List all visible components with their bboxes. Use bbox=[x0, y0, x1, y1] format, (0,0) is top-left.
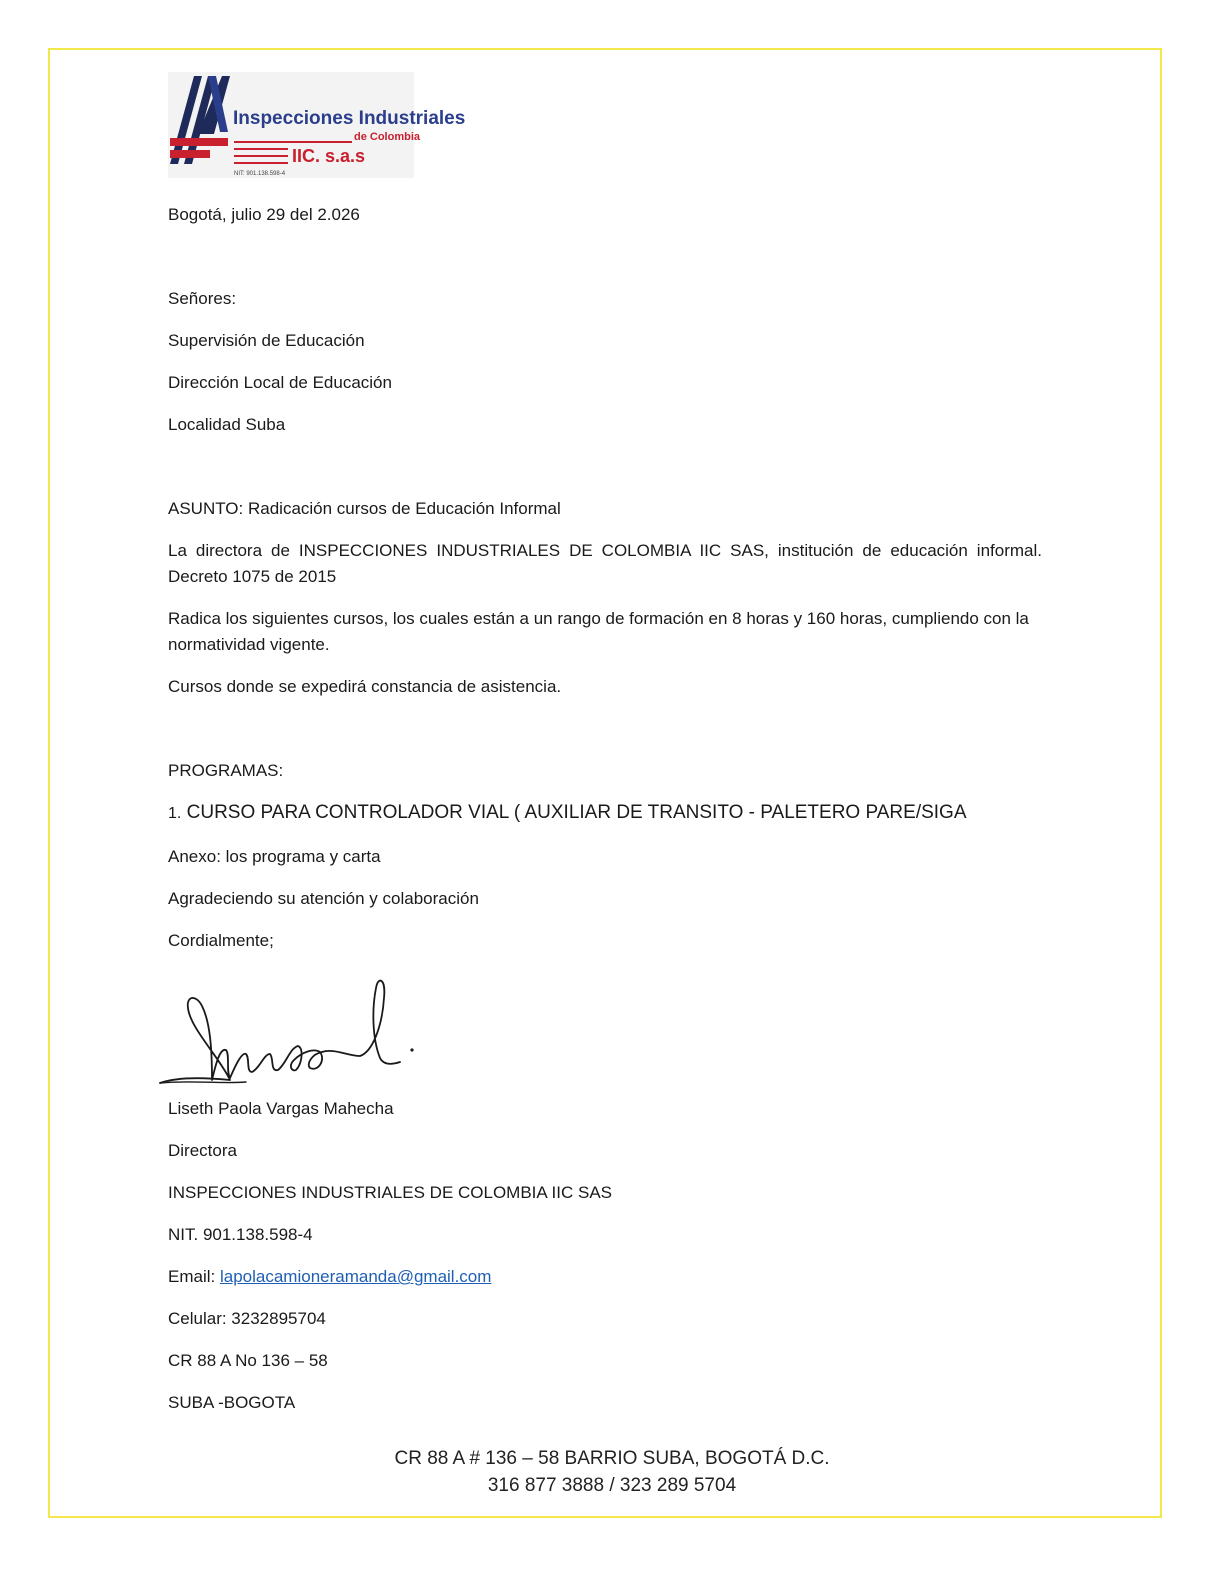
handwritten-signature bbox=[150, 968, 430, 1098]
signer-nit: NIT. 901.138.598-4 bbox=[168, 1225, 313, 1244]
program-number: 1. bbox=[168, 805, 182, 822]
email-link[interactable]: lapolacamioneramanda@gmail.com bbox=[219, 1267, 492, 1286]
letter-paragraph: La directora de INSPECCIONES INDUSTRIALES DE COLOMBIA IIC SAS, institución de educación informal. Decreto 1075 de 2015 bbox=[168, 541, 1042, 586]
recipient-line: Localidad Suba bbox=[168, 415, 286, 434]
signer-company: INSPECCIONES INDUSTRIALES DE COLOMBIA IIC SAS bbox=[168, 1183, 612, 1202]
logo-name-line2: de Colombia bbox=[354, 131, 421, 143]
page-border bbox=[48, 48, 1162, 1518]
footer-address: CR 88 A # 136 – 58 BARRIO SUBA, BOGOTÁ D.C. bbox=[394, 1448, 830, 1469]
closing-line: Cordialmente; bbox=[168, 931, 274, 950]
signer-role: Directora bbox=[168, 1141, 237, 1160]
signer-email-line bbox=[168, 1266, 491, 1288]
signer-address: CR 88 A No 136 – 58 bbox=[168, 1351, 328, 1370]
letter-subject: ASUNTO: Radicación cursos de Educación Informal bbox=[168, 499, 561, 518]
company-logo bbox=[168, 72, 466, 178]
logo-nit: NIT: 901.138.598-4 bbox=[234, 171, 286, 177]
letter-paragraph: Radica los siguientes cursos, los cuales están a un rango de formación en 8 horas y 160 horas, cumpliendo con la normatividad vigente. bbox=[168, 609, 1029, 654]
program-title: CURSO PARA CONTROLADOR VIAL ( AUXILIAR DE TRANSITO - PALETERO PARE/SIGA bbox=[186, 802, 967, 823]
letter-date: Bogotá, julio 29 del 2.026 bbox=[168, 205, 360, 224]
thanks-line: Agradeciendo su atención y colaboración bbox=[168, 889, 479, 908]
logo-name-line1: Inspecciones Industriales bbox=[233, 108, 466, 129]
program-item bbox=[168, 801, 967, 826]
signer-phone: Celular: 3232895704 bbox=[168, 1309, 326, 1328]
recipient-line: Supervisión de Educación bbox=[168, 331, 365, 350]
signer-city: SUBA -BOGOTA bbox=[168, 1393, 296, 1412]
logo-name-line3: IIC. s.a.s bbox=[292, 146, 366, 166]
email-label: Email: bbox=[168, 1267, 220, 1286]
programs-heading: PROGRAMAS: bbox=[168, 761, 284, 780]
letter-paragraph: Cursos donde se expedirá constancia de asistencia. bbox=[168, 677, 562, 696]
signer-name: Liseth Paola Vargas Mahecha bbox=[168, 1099, 394, 1118]
footer-phones: 316 877 3888 / 323 289 5704 bbox=[487, 1475, 737, 1496]
recipient-salutation: Señores: bbox=[168, 289, 237, 308]
recipient-line: Dirección Local de Educación bbox=[168, 373, 392, 392]
annex-line: Anexo: los programa y carta bbox=[168, 847, 381, 866]
